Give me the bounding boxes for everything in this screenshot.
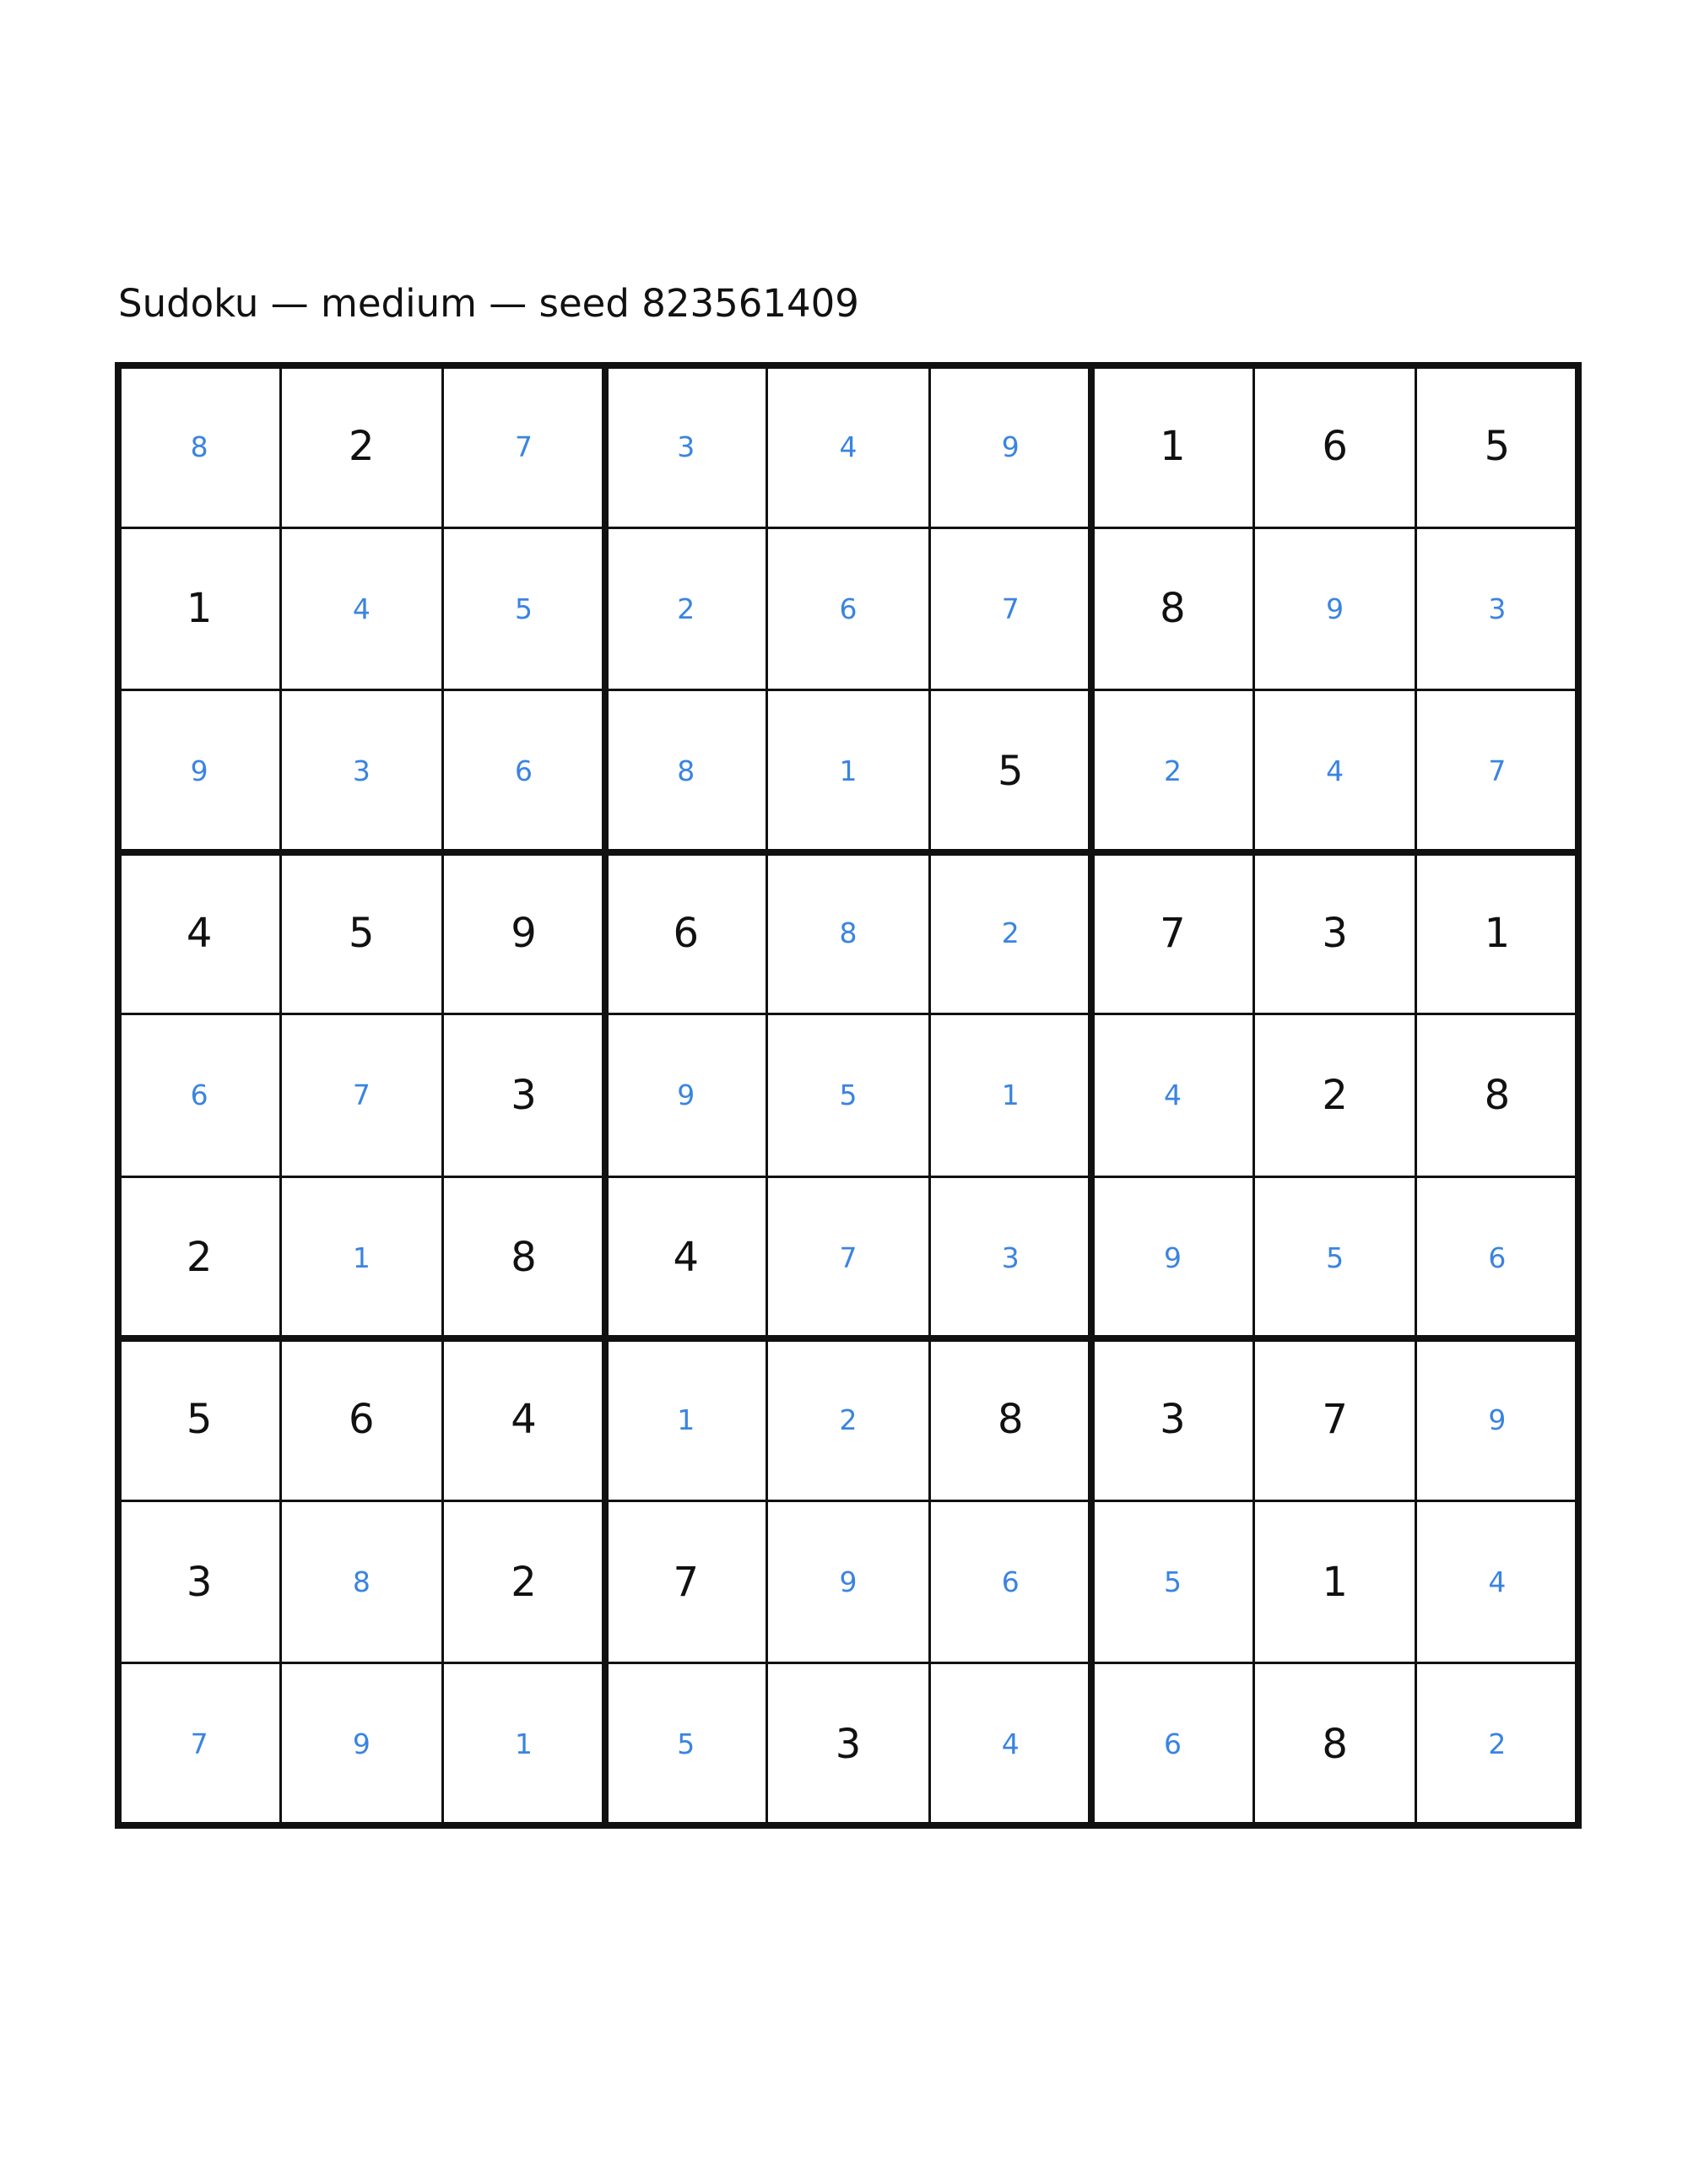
sudoku-cell-r6-c7[interactable]: 9	[1163, 1241, 1182, 1274]
sudoku-cell-r6-c5[interactable]: 7	[839, 1241, 858, 1274]
sudoku-cell-r6-c3[interactable]: 8	[511, 1234, 537, 1282]
sudoku-cell-r2-c2[interactable]: 4	[352, 592, 371, 625]
sudoku-cell-r6-c4[interactable]: 4	[673, 1234, 700, 1282]
sudoku-cell-r1-c1[interactable]: 8	[190, 430, 208, 463]
sudoku-cell-r8-c6[interactable]: 6	[1001, 1565, 1020, 1599]
sudoku-cell-r3-c9[interactable]: 7	[1488, 754, 1507, 788]
sudoku-cell-r4-c1[interactable]: 4	[186, 909, 213, 957]
sudoku-cell-r7-c5[interactable]: 2	[839, 1403, 858, 1436]
sudoku-cell-r3-c2[interactable]: 3	[352, 754, 371, 788]
sudoku-cell-r1-c8[interactable]: 6	[1322, 423, 1348, 471]
sudoku-cell-r8-c8[interactable]: 1	[1322, 1558, 1348, 1606]
sudoku-cell-r5-c3[interactable]: 3	[511, 1071, 537, 1119]
sudoku-cell-r9-c3[interactable]: 1	[515, 1727, 533, 1761]
sudoku-cell-r4-c7[interactable]: 7	[1160, 909, 1186, 957]
puzzle-title: Sudoku — medium — seed 823561409	[118, 281, 859, 326]
sudoku-cell-r4-c5[interactable]: 8	[839, 916, 858, 950]
sudoku-cell-r3-c5[interactable]: 1	[839, 754, 858, 788]
sudoku-cell-r7-c4[interactable]: 1	[677, 1403, 695, 1436]
sudoku-cell-r1-c5[interactable]: 4	[839, 430, 858, 463]
sudoku-cell-r6-c6[interactable]: 3	[1001, 1241, 1020, 1274]
sudoku-cell-r8-c1[interactable]: 3	[186, 1558, 213, 1606]
sudoku-cell-r8-c9[interactable]: 4	[1488, 1565, 1507, 1599]
sudoku-cell-r1-c9[interactable]: 5	[1484, 423, 1511, 471]
sudoku-cell-r5-c4[interactable]: 9	[677, 1078, 695, 1112]
sudoku-cell-r2-c4[interactable]: 2	[677, 592, 695, 625]
sudoku-cell-r6-c9[interactable]: 6	[1488, 1241, 1507, 1274]
sudoku-cell-r8-c4[interactable]: 7	[673, 1558, 700, 1606]
sudoku-cell-r9-c8[interactable]: 8	[1322, 1720, 1348, 1768]
sudoku-cell-r8-c5[interactable]: 9	[839, 1565, 858, 1599]
sudoku-cell-r4-c8[interactable]: 3	[1322, 909, 1348, 957]
sudoku-cell-r7-c2[interactable]: 6	[349, 1396, 375, 1444]
sudoku-cell-r2-c6[interactable]: 7	[1001, 592, 1020, 625]
sudoku-cell-r9-c5[interactable]: 3	[835, 1720, 862, 1768]
sudoku-cell-r1-c2[interactable]: 2	[349, 423, 375, 471]
sudoku-cell-r4-c9[interactable]: 1	[1484, 909, 1511, 957]
sudoku-cell-r5-c5[interactable]: 5	[839, 1078, 858, 1112]
sudoku-cell-r9-c9[interactable]: 2	[1488, 1727, 1507, 1761]
sudoku-cell-r7-c6[interactable]: 8	[997, 1396, 1024, 1444]
sudoku-cell-r7-c7[interactable]: 3	[1160, 1396, 1186, 1444]
sudoku-cell-r3-c1[interactable]: 9	[190, 754, 208, 788]
sudoku-cell-r9-c4[interactable]: 5	[677, 1727, 695, 1761]
sudoku-cell-r2-c3[interactable]: 5	[515, 592, 533, 625]
sudoku-cell-r9-c2[interactable]: 9	[352, 1727, 371, 1761]
sudoku-cell-r6-c8[interactable]: 5	[1326, 1241, 1344, 1274]
sudoku-cell-r3-c8[interactable]: 4	[1326, 754, 1344, 788]
sudoku-cell-r7-c9[interactable]: 9	[1488, 1403, 1507, 1436]
sudoku-cell-r4-c6[interactable]: 2	[1001, 916, 1020, 950]
sudoku-cell-r3-c7[interactable]: 2	[1163, 754, 1182, 788]
sudoku-cell-r2-c1[interactable]: 1	[186, 585, 213, 633]
sudoku-cell-r5-c6[interactable]: 1	[1001, 1078, 1020, 1112]
sudoku-cell-r6-c1[interactable]: 2	[186, 1234, 213, 1282]
sudoku-cell-r3-c3[interactable]: 6	[515, 754, 533, 788]
sudoku-cell-r4-c3[interactable]: 9	[511, 909, 537, 957]
sudoku-cell-r2-c5[interactable]: 6	[839, 592, 858, 625]
sudoku-cell-r5-c9[interactable]: 8	[1484, 1071, 1511, 1119]
sudoku-cell-r9-c1[interactable]: 7	[190, 1727, 208, 1761]
sudoku-cell-r2-c7[interactable]: 8	[1160, 585, 1186, 633]
sudoku-cell-r2-c9[interactable]: 3	[1488, 592, 1507, 625]
sudoku-cell-r5-c1[interactable]: 6	[190, 1078, 208, 1112]
sudoku-cell-r5-c2[interactable]: 7	[352, 1078, 371, 1112]
sudoku-board	[118, 365, 1578, 1825]
sudoku-cell-r3-c4[interactable]: 8	[677, 754, 695, 788]
sudoku-cell-r1-c7[interactable]: 1	[1160, 423, 1186, 471]
sudoku-cell-r3-c6[interactable]: 5	[997, 747, 1024, 795]
sudoku-cell-r1-c4[interactable]: 3	[677, 430, 695, 463]
sudoku-cell-r1-c6[interactable]: 9	[1001, 430, 1020, 463]
sudoku-cell-r4-c2[interactable]: 5	[349, 909, 375, 957]
sudoku-cell-r8-c2[interactable]: 8	[352, 1565, 371, 1599]
sudoku-cell-r1-c3[interactable]: 7	[515, 430, 533, 463]
sudoku-cell-r9-c7[interactable]: 6	[1163, 1727, 1182, 1761]
sudoku-cell-r8-c7[interactable]: 5	[1163, 1565, 1182, 1599]
sudoku-cell-r2-c8[interactable]: 9	[1326, 592, 1344, 625]
sudoku-cell-r9-c6[interactable]: 4	[1001, 1727, 1020, 1761]
sudoku-cell-r7-c8[interactable]: 7	[1322, 1396, 1348, 1444]
sudoku-cell-r4-c4[interactable]: 6	[673, 909, 700, 957]
sudoku-cell-r7-c3[interactable]: 4	[511, 1396, 537, 1444]
sudoku-cell-r6-c2[interactable]: 1	[352, 1241, 371, 1274]
sudoku-cell-r5-c7[interactable]: 4	[1163, 1078, 1182, 1112]
sudoku-cell-r8-c3[interactable]: 2	[511, 1558, 537, 1606]
sudoku-cell-r5-c8[interactable]: 2	[1322, 1071, 1348, 1119]
sudoku-cell-r7-c1[interactable]: 5	[186, 1396, 213, 1444]
